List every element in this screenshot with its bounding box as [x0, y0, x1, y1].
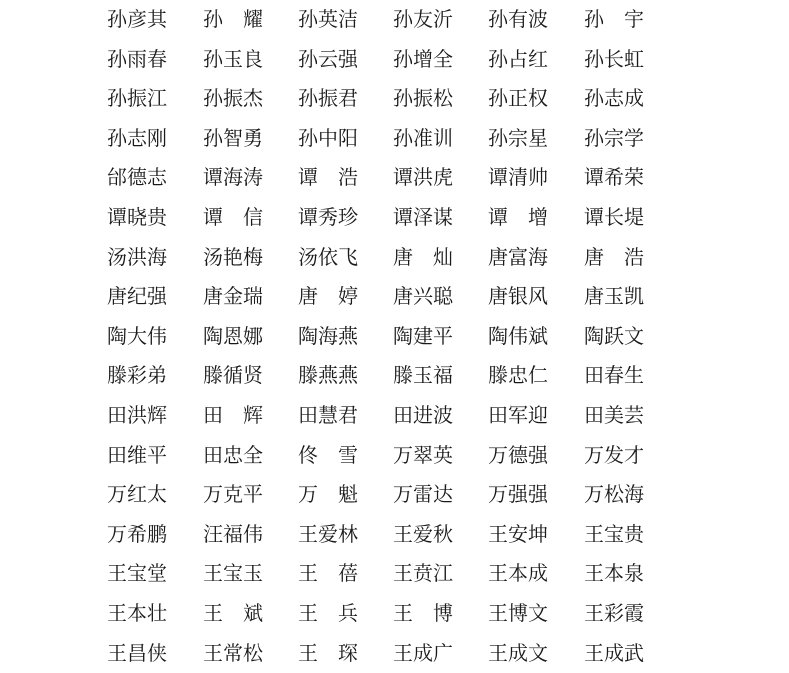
name-entry: 田慧君 [298, 403, 358, 427]
name-entry: 王 琛 [298, 640, 358, 665]
name-row [0, 198, 789, 237]
name-entry: 王成文 [488, 640, 548, 665]
name-entry: 王 蓓 [298, 561, 358, 586]
name-entry: 谭 增 [488, 205, 548, 229]
name-entry: 陶伟斌 [488, 323, 548, 348]
name-entry: 唐 浩 [584, 244, 644, 269]
name-entry: 滕循贤 [203, 363, 263, 388]
name-entry: 王博文 [488, 601, 548, 625]
name-entry: 万德强 [488, 442, 548, 467]
name-entry: 王 兵 [298, 601, 358, 625]
name-entry: 王安坤 [488, 521, 548, 546]
name-entry: 滕忠仁 [488, 363, 548, 388]
name-entry: 田春生 [584, 363, 644, 388]
name-entry: 万 魁 [298, 482, 358, 507]
name-entry: 王宝玉 [203, 561, 263, 586]
name-entry: 孙英洁 [298, 7, 358, 31]
name-entry: 万雷达 [393, 482, 453, 507]
name-entry: 孙振杰 [203, 86, 263, 111]
name-entry: 王本壮 [107, 601, 167, 625]
name-entry: 谭泽谋 [393, 205, 453, 229]
name-entry: 孙 宇 [584, 7, 644, 31]
name-entry: 陶海燕 [298, 323, 358, 348]
name-row [0, 396, 789, 435]
name-entry: 唐富海 [488, 244, 548, 269]
name-entry: 谭海涛 [203, 165, 263, 190]
name-entry: 田 辉 [203, 403, 263, 427]
name-entry: 万松海 [584, 482, 644, 507]
name-entry: 唐金瑞 [203, 284, 263, 309]
name-entry: 唐 婷 [298, 284, 358, 309]
name-entry: 王本成 [488, 561, 548, 586]
name-entry: 孙有波 [488, 7, 548, 31]
name-entry: 万发才 [584, 442, 644, 467]
name-entry: 王爱秋 [393, 521, 453, 546]
name-entry: 王宝堂 [107, 561, 167, 586]
name-entry: 田美芸 [584, 403, 644, 427]
name-entry: 谭洪虎 [393, 165, 453, 190]
name-entry: 孙宗星 [488, 125, 548, 150]
name-entry: 滕燕燕 [298, 363, 358, 388]
name-entry: 田进波 [393, 403, 453, 427]
name-entry: 王成广 [393, 640, 453, 665]
name-entry: 陶跃文 [584, 323, 644, 348]
name-entry: 田洪辉 [107, 403, 167, 427]
name-entry: 万强强 [488, 482, 548, 507]
name-entry: 田忠全 [203, 442, 263, 467]
name-entry: 孙正权 [488, 86, 548, 111]
name-entry: 汤洪海 [107, 244, 167, 269]
name-entry: 万红太 [107, 482, 167, 507]
name-entry: 万希鹏 [107, 521, 167, 546]
name-entry: 王贲江 [393, 561, 453, 586]
name-entry: 王 博 [393, 601, 453, 625]
name-entry: 王成武 [584, 640, 644, 665]
name-entry: 万翠英 [393, 442, 453, 467]
name-entry: 孙增全 [393, 46, 453, 71]
name-entry: 汤艳梅 [203, 244, 263, 269]
name-entry: 孙云强 [298, 46, 358, 71]
name-row [0, 40, 789, 79]
name-row [0, 356, 789, 395]
name-entry: 谭清帅 [488, 165, 548, 190]
name-entry: 唐玉凯 [584, 284, 644, 309]
name-row [0, 277, 789, 316]
name-entry: 王本泉 [584, 561, 644, 586]
name-row [0, 475, 789, 514]
name-entry: 谭希荣 [584, 165, 644, 190]
name-entry: 唐兴聪 [393, 284, 453, 309]
name-entry: 万克平 [203, 482, 263, 507]
name-entry: 孙友沂 [393, 7, 453, 31]
name-entry: 王 斌 [203, 601, 263, 625]
name-entry: 陶恩娜 [203, 323, 263, 348]
name-entry: 孙振松 [393, 86, 453, 111]
name-row [0, 119, 789, 158]
name-entry: 谭 信 [203, 205, 263, 229]
name-row [0, 158, 789, 197]
name-entry: 佟 雪 [298, 442, 358, 467]
name-row [0, 0, 789, 39]
name-row [0, 515, 789, 554]
name-row [0, 317, 789, 356]
name-entry: 王彩霞 [584, 601, 644, 625]
name-entry: 陶大伟 [107, 323, 167, 348]
name-entry: 孙振君 [298, 86, 358, 111]
name-entry: 唐 灿 [393, 244, 453, 269]
name-entry: 孙占红 [488, 46, 548, 71]
name-entry: 孙准训 [393, 125, 453, 150]
name-entry: 王昌侠 [107, 640, 167, 665]
name-row [0, 436, 789, 475]
name-entry: 唐纪强 [107, 284, 167, 309]
name-entry: 谭 浩 [298, 165, 358, 190]
name-entry: 陶建平 [393, 323, 453, 348]
name-entry: 邰德志 [107, 165, 167, 190]
name-entry: 孙智勇 [203, 125, 263, 150]
name-row [0, 594, 789, 633]
name-entry: 孙玉良 [203, 46, 263, 71]
name-entry: 孙长虹 [584, 46, 644, 71]
name-entry: 王宝贵 [584, 521, 644, 546]
name-entry: 滕彩弟 [107, 363, 167, 388]
name-entry: 唐银风 [488, 284, 548, 309]
name-entry: 王常松 [203, 640, 263, 665]
name-entry: 孙宗学 [584, 125, 644, 150]
name-row [0, 238, 789, 277]
name-entry: 汤依飞 [298, 244, 358, 269]
name-entry: 王爱林 [298, 521, 358, 546]
name-entry: 汪福伟 [203, 521, 263, 546]
name-entry: 孙志刚 [107, 125, 167, 150]
name-entry: 孙雨春 [107, 46, 167, 71]
name-entry: 孙彦其 [107, 7, 167, 31]
name-row [0, 554, 789, 593]
name-entry: 田维平 [107, 442, 167, 467]
name-entry: 谭长堤 [584, 205, 644, 229]
name-row [0, 634, 789, 673]
name-entry: 孙志成 [584, 86, 644, 111]
name-row [0, 79, 789, 118]
name-entry: 田军迎 [488, 403, 548, 427]
name-entry: 孙中阳 [298, 125, 358, 150]
name-entry: 孙振江 [107, 86, 167, 111]
name-entry: 孙 耀 [203, 7, 263, 31]
name-entry: 滕玉福 [393, 363, 453, 388]
name-entry: 谭晓贵 [107, 205, 167, 229]
name-entry: 谭秀珍 [298, 205, 358, 229]
